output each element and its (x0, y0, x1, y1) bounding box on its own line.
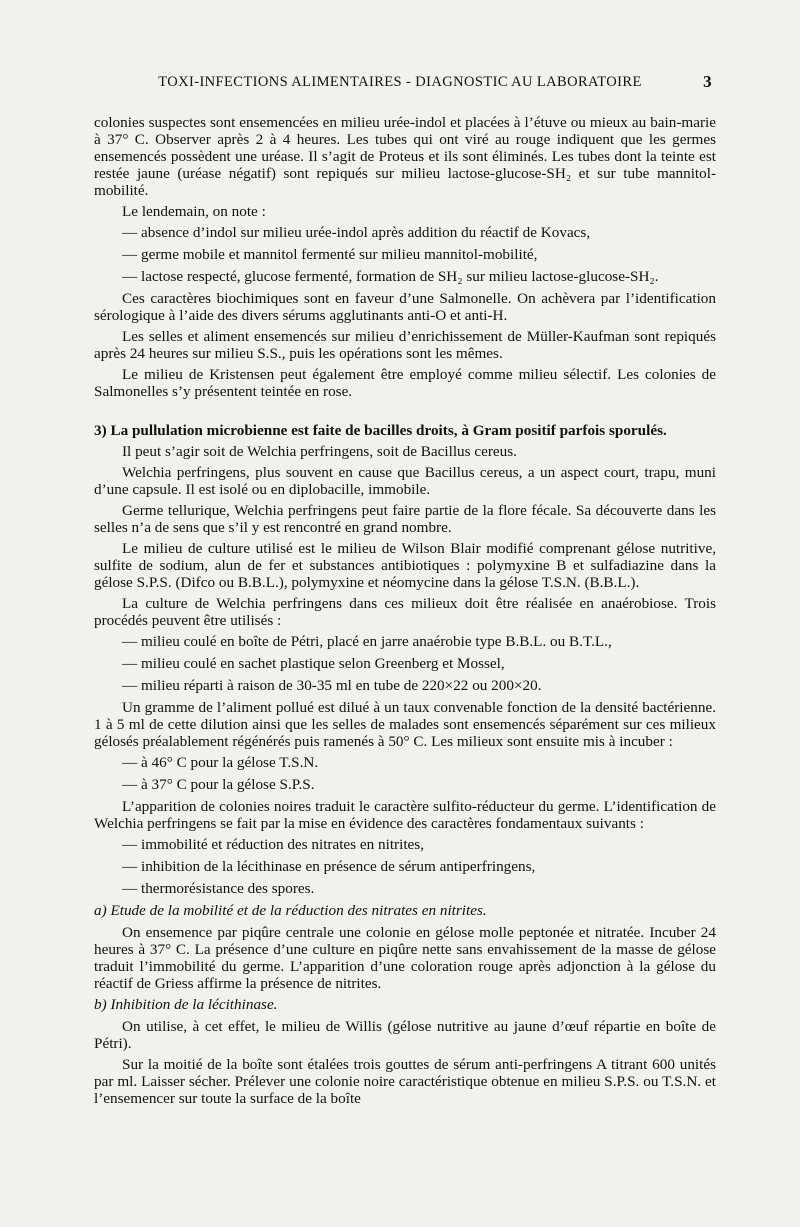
paragraph: On utilise, à cet effet, le milieu de Willis (gélose nutritive au jaune d’œuf répartie en boîte de Pétri). (94, 1018, 716, 1052)
list-item: — à 37° C pour la gélose S.P.S. (122, 776, 315, 793)
list-item: — milieu réparti à raison de 30-35 ml en tube de 220×22 ou 200×20. (122, 677, 542, 694)
section-heading: 3) La pullulation microbienne est faite de bacilles droits, à Gram positif parfois sporulés. (94, 422, 667, 439)
paragraph: Il peut s’agir soit de Welchia perfringens, soit de Bacillus cereus. (122, 443, 517, 460)
list-item: — lactose respecté, glucose fermenté, formation de SH₂ sur milieu lactose-glucose-SH₂. (122, 268, 659, 285)
paragraph: Germe tellurique, Welchia perfringens peut faire partie de la flore fécale. Sa découverte dans les selles n’a de sens que s’il y est rencontré en grand nombre. (94, 502, 716, 536)
paragraph: Sur la moitié de la boîte sont étalées trois gouttes de sérum anti-perfringens A titrant 600 unités par ml. Laisser sécher. Prélever une colonie noire caractéristique obtenue en milieu S.P.S. ou T.S.N. et l’ensemencer sur toute la surface de la boîte (94, 1056, 716, 1107)
list-item: — milieu coulé en boîte de Pétri, placé en jarre anaérobie type B.B.L. ou B.T.L., (122, 633, 612, 650)
running-title: TOXI-INFECTIONS ALIMENTAIRES - DIAGNOSTIC AU LABORATOIRE (158, 74, 642, 90)
paragraph: Un gramme de l’aliment pollué est dilué à un taux convenable fonction de la densité bactérienne. 1 à 5 ml de cette dilution ainsi que les selles de malades sont ensemencés séparément sur ces milieux gélosés préalablement régénérés puis ramenés à 50° C. Les milieux sont ensuite mis à incuber : (94, 699, 716, 750)
page-body (94, 114, 716, 1111)
paragraph: Le lendemain, on note : (122, 203, 266, 220)
paragraph: On ensemence par piqûre centrale une colonie en gélose molle peptonée et nitratée. Incuber 24 heures à 37° C. La présence d’une culture en piqûre nette sans envahissement de la masse de gélose traduit l’immobilité du germe. L’apparition d’une coloration rouge après adjonction à la gélose du réactif de Griess affirme la présence de nitrites. (94, 924, 716, 992)
paragraph: Ces caractères biochimiques sont en faveur d’une Salmonelle. On achèvera par l’identification sérologique à l’aide des divers sérums agglutinants anti-O et anti-H. (94, 290, 716, 324)
list-item: — à 46° C pour la gélose T.S.N. (122, 754, 319, 771)
subsection-heading: b) Inhibition de la lécithinase. (94, 996, 278, 1013)
paragraph: La culture de Welchia perfringens dans ces milieux doit être réalisée en anaérobiose. Trois procédés peuvent être utilisés : (94, 595, 716, 629)
page-number: 3 (703, 72, 712, 91)
section-gap (94, 404, 716, 422)
paragraph: L’apparition de colonies noires traduit le caractère sulfito-réducteur du germe. L’identification de Welchia perfringens se fait par la mise en évidence des caractères fondamentaux suivants : (94, 798, 716, 832)
subsection-heading: a) Etude de la mobilité et de la réduction des nitrates en nitrites. (94, 902, 487, 919)
list-item: — inhibition de la lécithinase en présence de sérum antiperfringens, (122, 858, 536, 875)
list-item: — absence d’indol sur milieu urée-indol après addition du réactif de Kovacs, (122, 224, 591, 241)
paragraph: colonies suspectes sont ensemencées en milieu urée-indol et placées à l’étuve ou mieux au bain-marie à 37° C. Observer après 2 à 4 heures. Les tubes qui ont viré au rouge indiquent que les germes ensemencés possèdent une uréase. Il s’agit de Proteus et ils sont éliminés. Les tubes dont la teinte est restée jaune (uréase négatif) sont repiqués sur milieu lactose-glucose-SH₂ et sur tube mannitol-mobilité. (94, 114, 716, 199)
list-item: — thermorésistance des spores. (122, 880, 315, 897)
running-header (0, 74, 800, 91)
paragraph: Le milieu de culture utilisé est le milieu de Wilson Blair modifié comprenant gélose nutritive, sulfite de sodium, alun de fer et substances antibiotiques : polymyxine B et sulfadiazine dans la gélose S.P.S. (Difco ou B.B.L.), polymyxine et néomycine dans la gélose T.S.N. (B.B.L.). (94, 540, 716, 591)
list-item: — germe mobile et mannitol fermenté sur milieu mannitol-mobilité, (122, 246, 538, 263)
paragraph: Welchia perfringens, plus souvent en cause que Bacillus cereus, a un aspect court, trapu, muni d’une capsule. Il est isolé ou en diplobacille, immobile. (94, 464, 716, 498)
paragraph: Les selles et aliment ensemencés sur milieu d’enrichissement de Müller-Kaufman sont repiqués après 24 heures sur milieu S.S., puis les opérations sont les mêmes. (94, 328, 716, 362)
paragraph: Le milieu de Kristensen peut également être employé comme milieu sélectif. Les colonies de Salmonelles s’y présentent teintée en rose. (94, 366, 716, 400)
list-item: — milieu coulé en sachet plastique selon Greenberg et Mossel, (122, 655, 505, 672)
list-item: — immobilité et réduction des nitrates en nitrites, (122, 836, 424, 853)
